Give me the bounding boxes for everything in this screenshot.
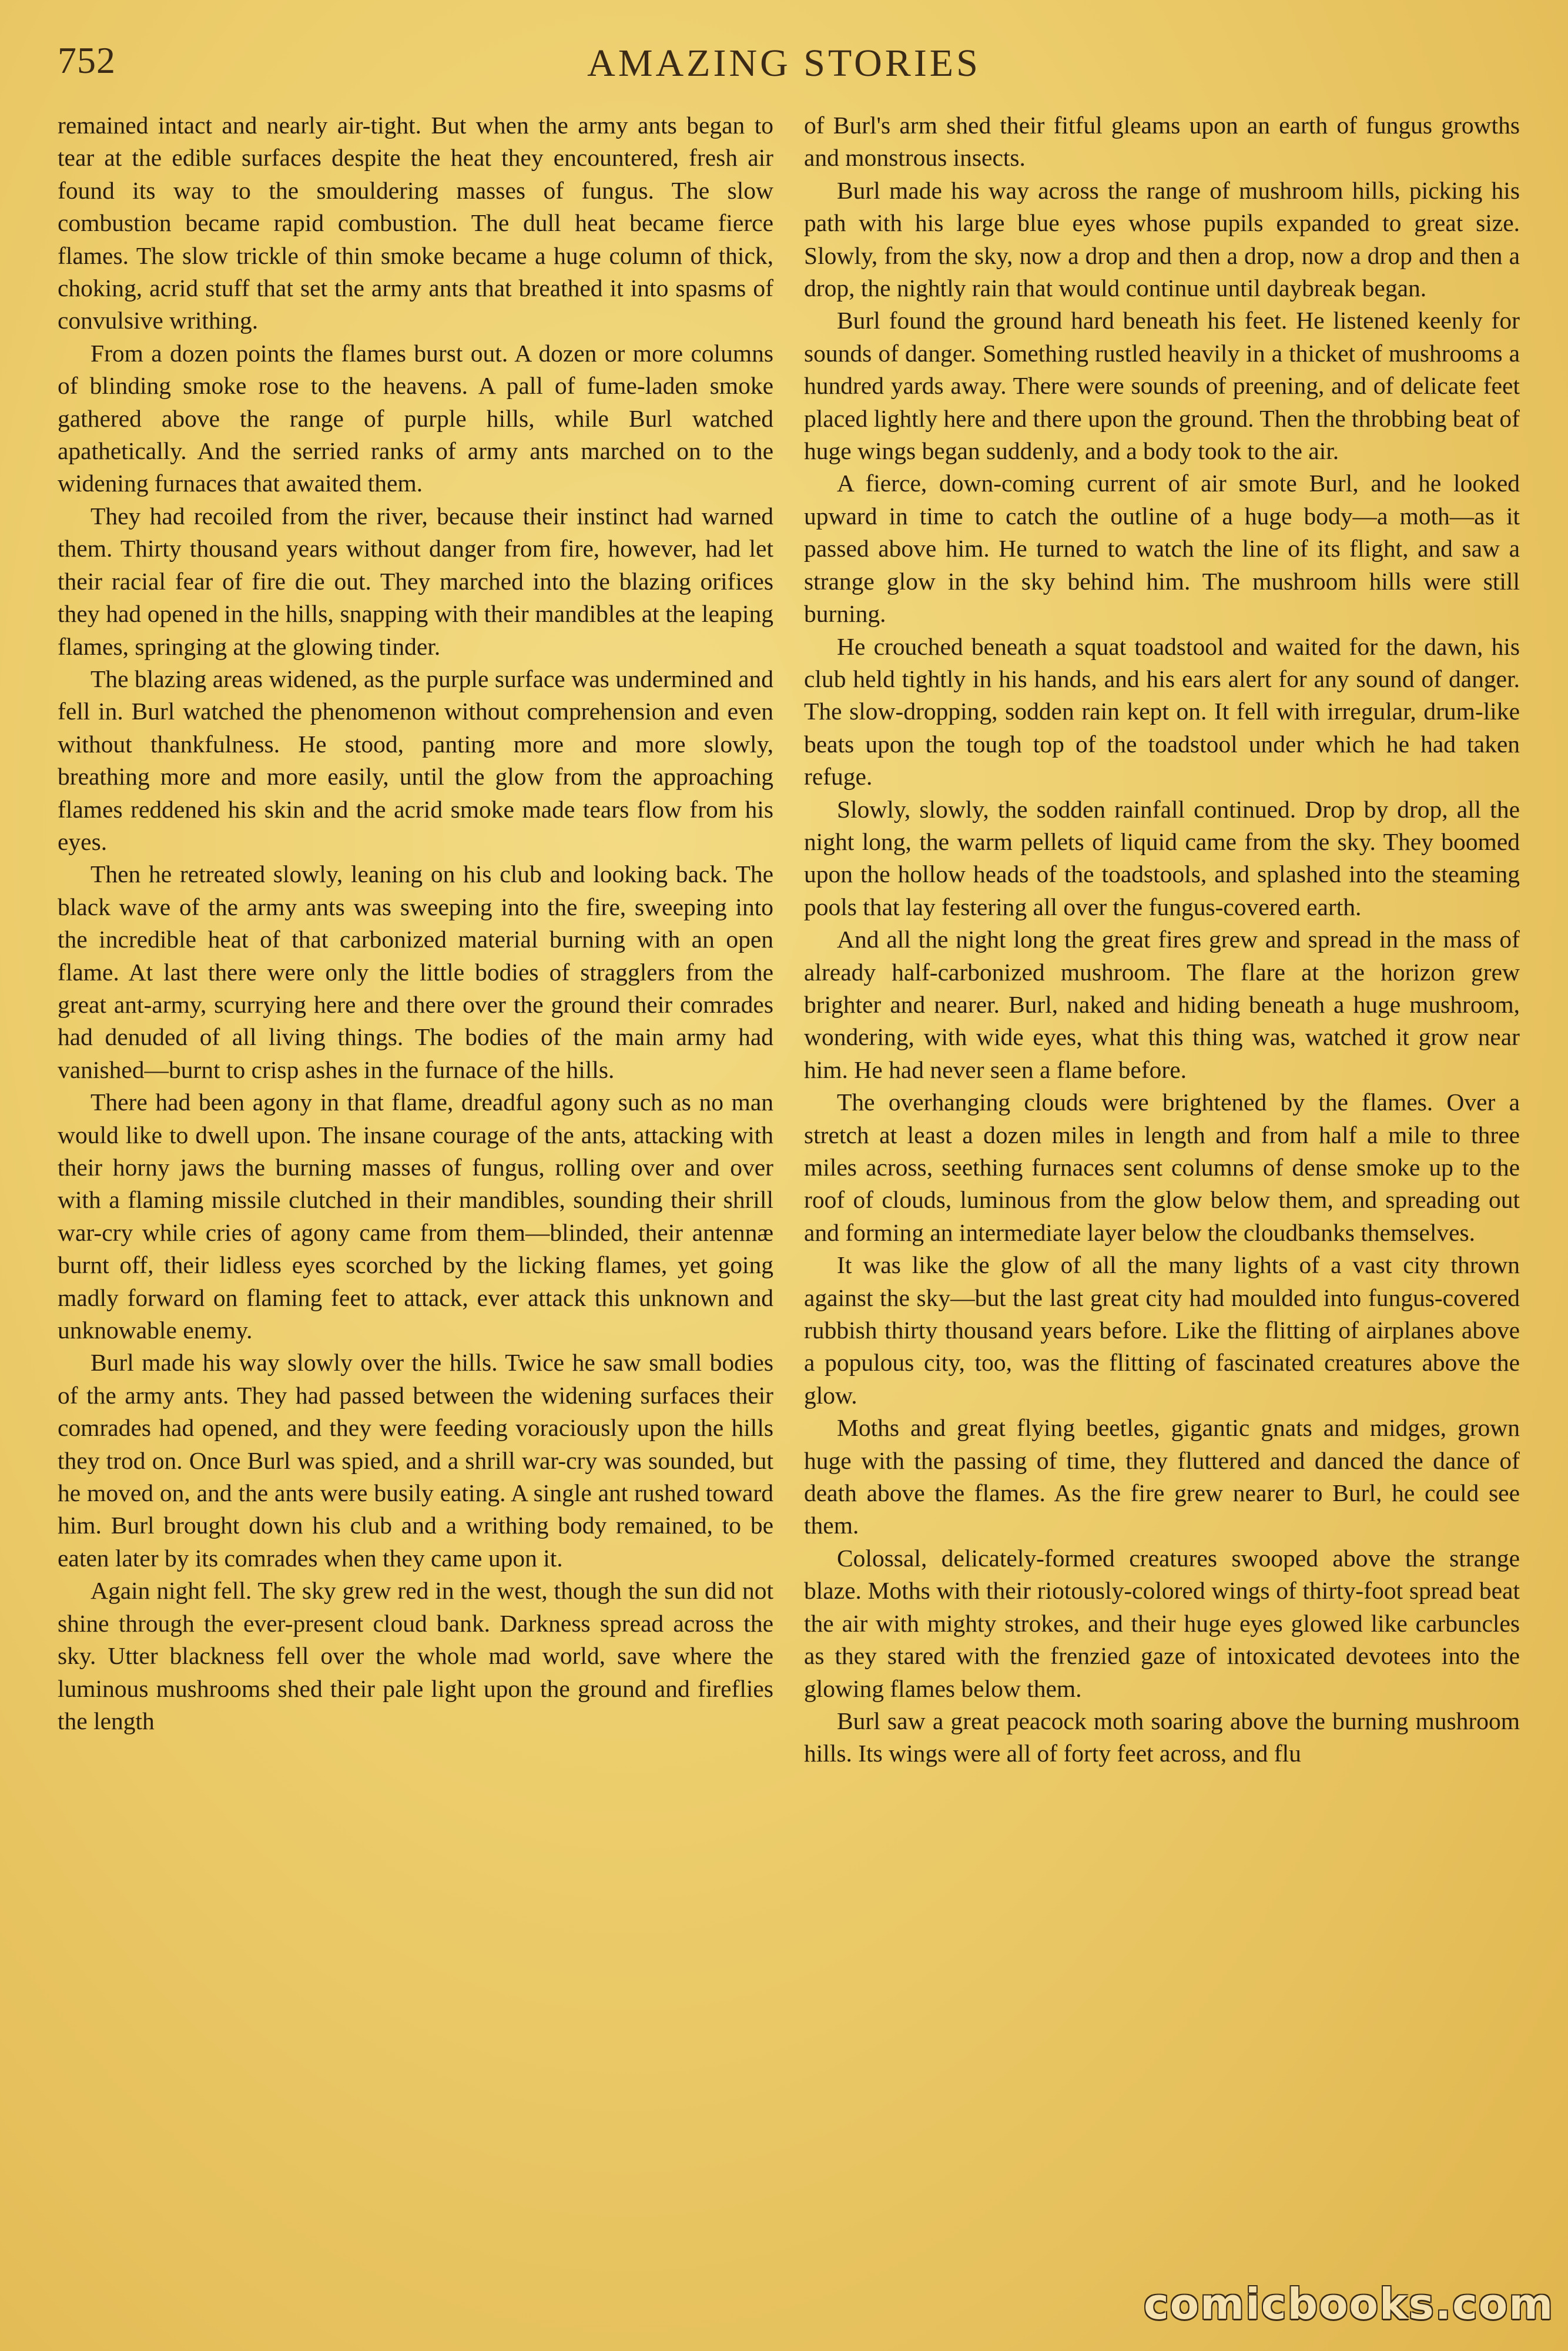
right-column [804, 109, 1520, 2331]
page-number: 752 [58, 39, 116, 81]
paragraph: And all the night long the great fires grew and spread in the mass of already half-carbonized mushroom. The flare at the horizon grew brighter and nearer. Burl, naked and hiding beneath a huge mushroom, wondering, with wide eyes, what this thing was, watched it grow near him. He had never seen a flame before. [804, 926, 1520, 1083]
site-watermark: comicbooks.com [1144, 2279, 1554, 2329]
paragraph: Burl saw a great peacock moth soaring above the burning mushroom hills. Its wings were all of forty feet across, and flu [804, 1707, 1520, 1767]
paragraph: He crouched beneath a squat toadstool and waited for the dawn, his club held tightly in his hands, and his ears alert for any sound of danger. The slow-dropping, sodden rain kept on. It fell with irregular, drum-like beats upon the tough top of the toadstool under which he had taken refuge. [804, 632, 1520, 791]
paragraph: The overhanging clouds were brightened by the flames. Over a stretch at least a dozen miles in length and from half a mile to three miles across, seething furnaces sent columns of dense smoke up to the roof of clouds, luminous from the glow below them, and spreading out and forming an intermediate layer below the cloudbanks themselves. [804, 1089, 1520, 1246]
paragraph: Burl made his way across the range of mushroom hills, picking his path with his large blue eyes whose pupils expanded to great size. Slowly, from the sky, now a drop and then a drop, now a drop and then a drop, the nightly rain that would continue until daybreak began. [804, 176, 1520, 302]
paragraph: of Burl's arm shed their fitful gleams upon an earth of fungus growths and monstrous insects. [804, 112, 1520, 172]
paragraph: It was like the glow of all the many lights of a vast city thrown against the sky—but the last great city had moulded into fungus-covered rubbish thirty thousand years before. Like the flitting of airplanes above a populous city, too, was the flitting of fascinated creatures above the glow. [804, 1251, 1520, 1409]
page-header [0, 0, 1568, 112]
paragraph: Moths and great flying beetles, gigantic gnats and midges, grown huge with the passing of time, they fluttered and danced the dance of death above the flames. As the fire grew nearer to Burl, he could see them. [804, 1414, 1520, 1539]
paragraph: Again night fell. The sky grew red in the west, though the sun did not shine through the ever-present cloud bank. Darkness spread across the sky. Utter blackness fell over the whole mad world, save where the luminous mushrooms shed their pale light upon the ground and fireflies the length [58, 1577, 773, 1734]
left-column [58, 109, 773, 2331]
paragraph: There had been agony in that flame, dreadful agony such as no man would like to dwell upon. The insane courage of the ants, attacking with their horny jaws the burning masses of fungus, rolling over and over with a flaming missile clutched in their mandibles, sounding their shrill war-cry while cries of agony came from them—blinded, their antennæ burnt off, their lidless eyes scorched by the licking flames, yet going madly forward on flaming feet to attack, ever attack this unknown and unknowable enemy. [58, 1089, 773, 1344]
paragraph: Burl made his way slowly over the hills. Twice he saw small bodies of the army ants. They had passed between the widening surfaces their comrades had opened, and they were feeding voraciously upon the hills they trod on. Once Burl was spied, and a shrill war-cry was sounded, but he moved on, and the ants were busily eating. A single ant rushed toward him. Burl brought down his club and a writhing body remained, to be eaten later by its comrades when they came upon it. [58, 1349, 773, 1572]
paragraph: They had recoiled from the river, because their instinct had warned them. Thirty thousand years without danger from fire, however, had let their racial fear of fire die out. They marched into the blazing orifices they had opened in the hills, snapping with their mandibles at the leaping flames, springing at the glowing tinder. [58, 502, 773, 660]
paragraph: Colossal, delicately-formed creatures swooped above the strange blaze. Moths with their riotously-colored wings of thirty-foot spread beat the air with mighty strokes, and their huge eyes glowed like carbuncles as they stared with the frenzied gaze of intoxicated devotees into the glowing flames below them. [804, 1544, 1520, 1702]
paragraph: remained intact and nearly air-tight. But when the army ants began to tear at the edible surfaces despite the heat they encountered, fresh air found its way to the smouldering masses of fungus. The slow combustion became rapid combustion. The dull heat became fierce flames. The slow trickle of thin smoke became a huge column of thick, choking, acrid stuff that set the army ants that breathed it into spasms of convulsive writhing. [58, 112, 773, 334]
magazine-title: AMAZING STORIES [587, 42, 981, 85]
paragraph: A fierce, down-coming current of air smote Burl, and he looked upward in time to catch the outline of a huge body—a moth—as it passed above him. He turned to watch the line of its flight, and saw a strange glow in the sky behind him. The mushroom hills were still burning. [804, 470, 1520, 628]
paragraph: From a dozen points the flames burst out. A dozen or more columns of blinding smoke rose to the heavens. A pall of fume-laden smoke gathered above the range of purple hills, while Burl watched apathetically. And the serried ranks of army ants marched on to the widening furnaces that awaited them. [58, 339, 773, 497]
paragraph: Then he retreated slowly, leaning on his club and looking back. The black wave of the army ants was sweeping into the fire, sweeping into the incredible heat of that carbonized material burning with an open flame. At last there were only the little bodies of stragglers from the great ant-army, scurrying here and there over the ground their comrades had denuded of all living things. The bodies of the main army had vanished—burnt to crisp ashes in the furnace of the hills. [58, 860, 773, 1083]
paragraph: The blazing areas widened, as the purple surface was undermined and fell in. Burl watched the phenomenon without comprehension and even without thankfulness. He stood, panting more and more slowly, breathing more and more easily, until the glow from the approaching flames reddened his skin and the acrid smoke made tears flow from his eyes. [58, 665, 773, 855]
paragraph: Burl found the ground hard beneath his feet. He listened keenly for sounds of danger. Something rustled heavily in a thicket of mushrooms a hundred yards away. There were sounds of preening, and of delicate feet placed lightly here and there upon the ground. Then the throbbing beat of huge wings began suddenly, and a body took to the air. [804, 307, 1520, 465]
paragraph: Slowly, slowly, the sodden rainfall continued. Drop by drop, all the night long, the warm pellets of liquid came from the sky. They boomed upon the hollow heads of the toadstools, and splashed into the steaming pools that lay festering all over the fungus-covered earth. [804, 795, 1520, 920]
